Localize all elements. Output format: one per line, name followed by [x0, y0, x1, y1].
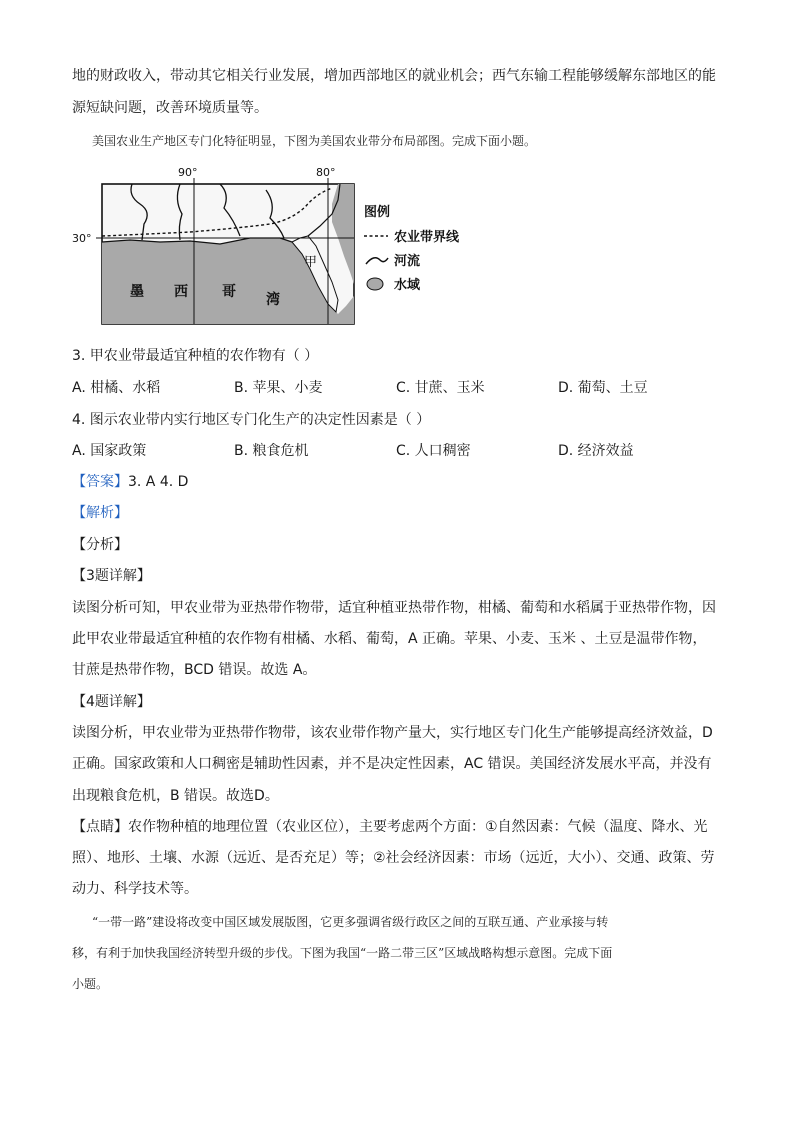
question-3-stem: 3. 甲农业带最适宜种植的农作物有（ ）: [72, 348, 319, 364]
q4-option-b: B. 粮食危机: [234, 443, 309, 459]
lon-80-label: 80°: [316, 166, 336, 179]
dianjing-line: 照）、地形、土壤、水源（远近、是否充足）等；②社会经济因素：市场（远近，大小）、交通、政策、劳: [72, 850, 715, 866]
legend-title: 图例: [364, 205, 391, 220]
q4-detail-line: 正确。国家政策和人口稠密是辅助性因素，并不是决定性因素，AC 错误。美国经济发展水平高，并没有: [72, 756, 712, 772]
answer-tag: 【答案】: [72, 474, 128, 490]
sea-label-char: 墨: [130, 284, 144, 300]
q4-detail-tag: 【4题详解】: [72, 694, 151, 710]
paragraph-line: 源短缺问题，改善环境质量等。: [72, 100, 268, 116]
dianjing-tag: 【点睛】: [72, 819, 128, 835]
question-4-stem: 4. 图示农业带内实行地区专门化生产的决定性因素是（ ）: [72, 412, 431, 428]
dianjing-line: [72, 817, 708, 837]
q3-detail-line: 此甲农业带最适宜种植的农作物有柑橘、水稻、葡萄，A 正确。苹果、小麦、玉米 、土豆是温带作物，: [72, 631, 707, 647]
legend-river-symbol: [366, 258, 388, 264]
answer-line: [72, 472, 188, 492]
sea-label-char: 湾: [266, 292, 280, 308]
q4-option-a: A. 国家政策: [72, 443, 147, 459]
agriculture-belt-map: [70, 164, 490, 329]
legend-water-label: 水域: [394, 278, 421, 293]
sea-label-char: 西: [174, 284, 188, 300]
q3-detail-line: 甘蔗是热带作物，BCD 错误。故选 A。: [72, 662, 317, 678]
analysis-tag: 【解析】: [72, 505, 128, 521]
dianjing-first: 农作物种植的地理位置（农业区位），主要考虑两个方面：①自然因素：气候（温度、降水、光: [128, 819, 708, 835]
q3-option-c: C. 甘蔗、玉米: [396, 380, 485, 396]
legend-water-symbol: [367, 278, 383, 290]
sea-label-char: 哥: [222, 284, 236, 300]
legend-river-label: 河流: [394, 254, 421, 269]
q4-option-c: C. 人口稠密: [396, 443, 471, 459]
q4-detail-line: 出现粮食危机，B 错误。故选D。: [72, 788, 279, 804]
next-intro-line: 移，有利于加快我国经济转型升级的步伐。下图为我国“一路二带三区”区域战略构想示意图。完成下面: [72, 946, 613, 960]
fenxi-tag: 【分析】: [72, 537, 128, 553]
q4-option-d: D. 经济效益: [558, 443, 634, 459]
q4-detail-line: 读图分析，甲农业带为亚热带作物带，该农业带作物产量大，实行地区专门化生产能够提高经济效益，D: [72, 725, 713, 741]
next-intro-line: 小题。: [72, 977, 109, 991]
region-jia-label: 甲: [304, 255, 318, 270]
lat-30-label: 30°: [72, 232, 92, 245]
paragraph-line: 地的财政收入，带动其它相关行业发展，增加西部地区的就业机会；西气东输工程能够缓解东部地区的能: [72, 68, 716, 84]
legend-boundary-label: 农业带界线: [394, 230, 460, 245]
q3-detail-line: 读图分析可知，甲农业带为亚热带作物带，适宜种植亚热带作物，柑橘、葡萄和水稻属于亚热带作物，因: [72, 600, 716, 616]
question-intro: 美国农业生产地区专门化特征明显，下图为美国农业带分布局部图。完成下面小题。: [92, 134, 537, 148]
q3-option-b: B. 苹果、小麦: [234, 380, 323, 396]
q3-option-a: A. 柑橘、水稻: [72, 380, 161, 396]
q3-option-d: D. 葡萄、土豆: [558, 380, 648, 396]
q3-detail-tag: 【3题详解】: [72, 568, 151, 584]
next-intro-line: “一带一路”建设将改变中国区域发展版图，它更多强调省级行政区之间的互联互通、产业承接与转: [92, 915, 609, 929]
lon-90-label: 90°: [178, 166, 198, 179]
answer-text: 3. A 4. D: [128, 474, 189, 490]
dianjing-line: 动力、科学技术等。: [72, 881, 198, 897]
